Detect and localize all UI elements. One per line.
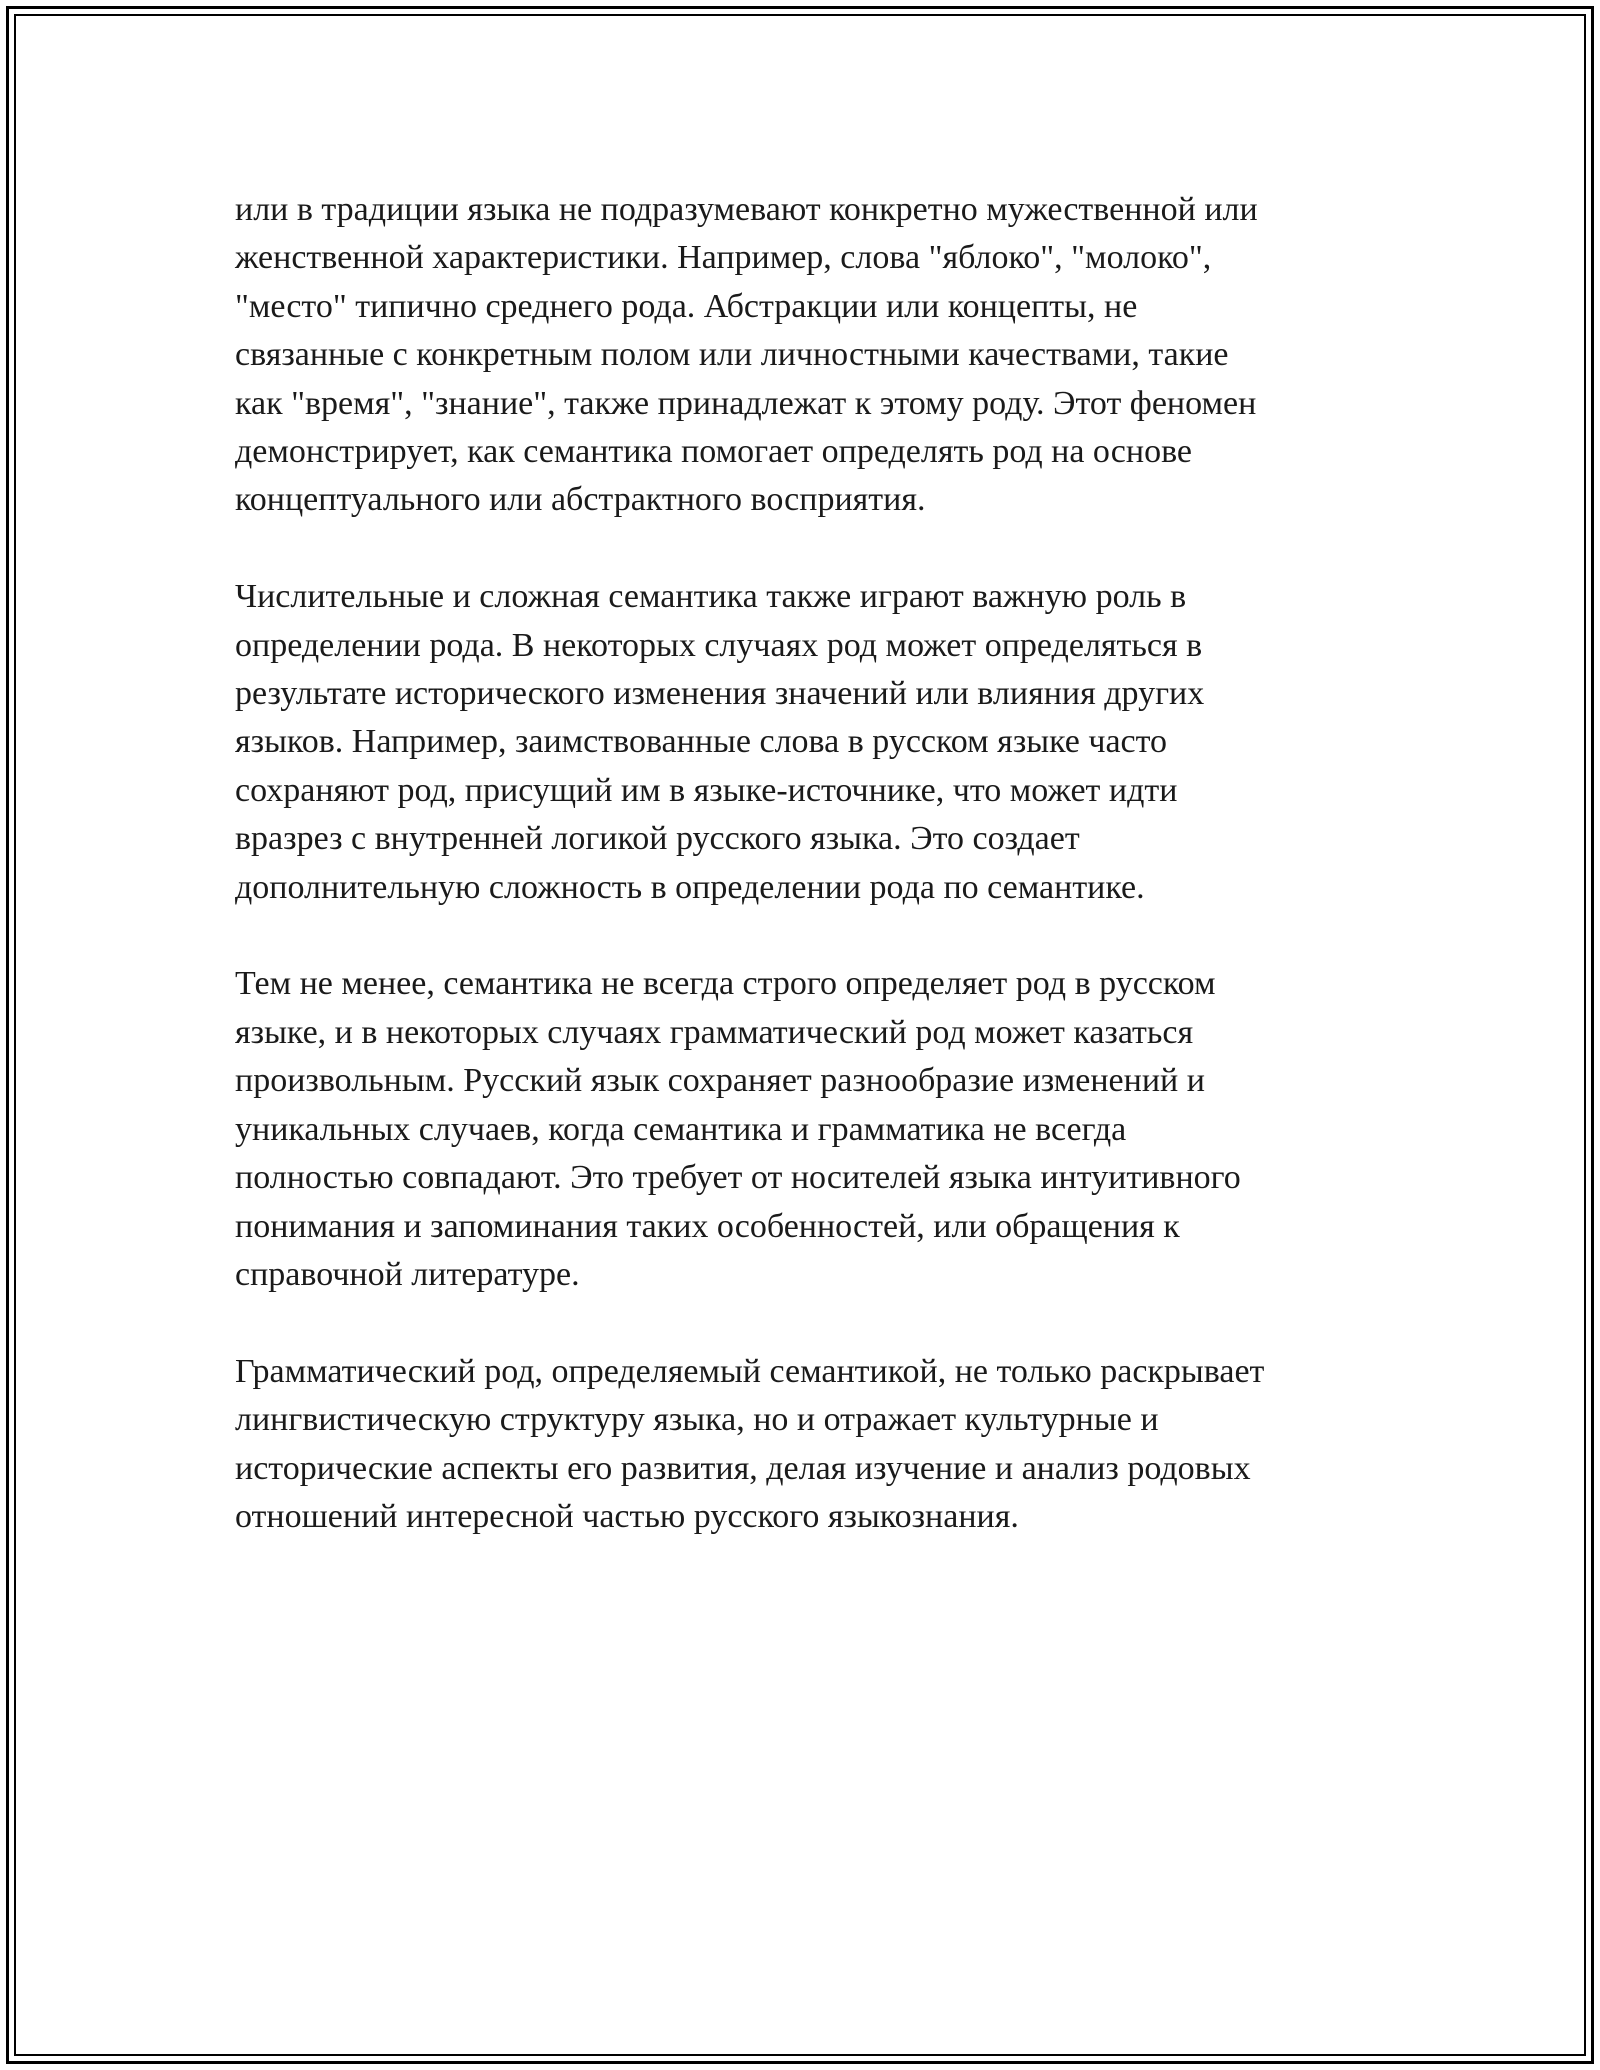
text-line: или в традиции языка не подразумевают конкретно мужественной или [235, 191, 1258, 228]
text-line: уникальных случаев, когда семантика и грамматика не всегда [235, 1110, 1127, 1148]
text-line: "место" типично среднего рода. Абстракции или концепты, не [235, 287, 1138, 325]
text-line: вразрез с внутренней логикой русского языка. Это создает [235, 820, 1080, 858]
text-line: языков. Например, заимствованные слова в русском языке часто [235, 723, 1168, 761]
text-line: концептуального или абстрактного восприятия. [235, 481, 926, 519]
text-line: Тем не менее, семантика не всегда строго определяет род в русском [235, 965, 1216, 1003]
text-line: Грамматический род, определяемый семантикой, не только раскрывает [235, 1352, 1265, 1390]
text-line: сохраняют род, присущий им в языке-источнике, что может идти [235, 771, 1178, 809]
paragraph-4 [235, 1348, 1375, 1542]
text-line: демонстрирует, как семантика помогает определять род на основе [235, 433, 1193, 471]
text-line: произвольным. Русский язык сохраняет разнообразие изменений и [235, 1062, 1205, 1100]
text-line: справочной литературе. [235, 1255, 580, 1293]
paragraph-3 [235, 960, 1375, 1299]
text-line: понимания и запоминания таких особенностей, или обращения к [235, 1207, 1180, 1245]
text-line: исторические аспекты его развития, делая изучение и анализ родовых [235, 1449, 1251, 1487]
document-body [235, 186, 1375, 1590]
text-line: дополнительную сложность в определении рода по семантике. [235, 868, 1145, 906]
text-line: связанные с конкретным полом или личностными качествами, такие [235, 336, 1229, 374]
paragraph-1 [235, 186, 1375, 525]
text-line: языке, и в некоторых случаях грамматический род может казаться [235, 1013, 1194, 1051]
text-line: результате исторического изменения значений или влияния других [235, 675, 1205, 713]
text-line: отношений интересной частью русского языкознания. [235, 1497, 1019, 1535]
text-line: лингвистическую структуру языка, но и отражает культурные и [235, 1401, 1159, 1439]
text-line: полностью совпадают. Это требует от носителей языка интуитивного [235, 1159, 1241, 1197]
paragraph-2 [235, 573, 1375, 912]
text-line: женственной характеристики. Например, слова "яблоко", "молоко", [235, 239, 1212, 277]
text-line: определении рода. В некоторых случаях род может определяться в [235, 626, 1203, 664]
text-line: Числительные и сложная семантика также играют важную роль в [235, 578, 1187, 616]
text-line: как "время", "знание", также принадлежат к этому роду. Этот феномен [235, 384, 1257, 422]
